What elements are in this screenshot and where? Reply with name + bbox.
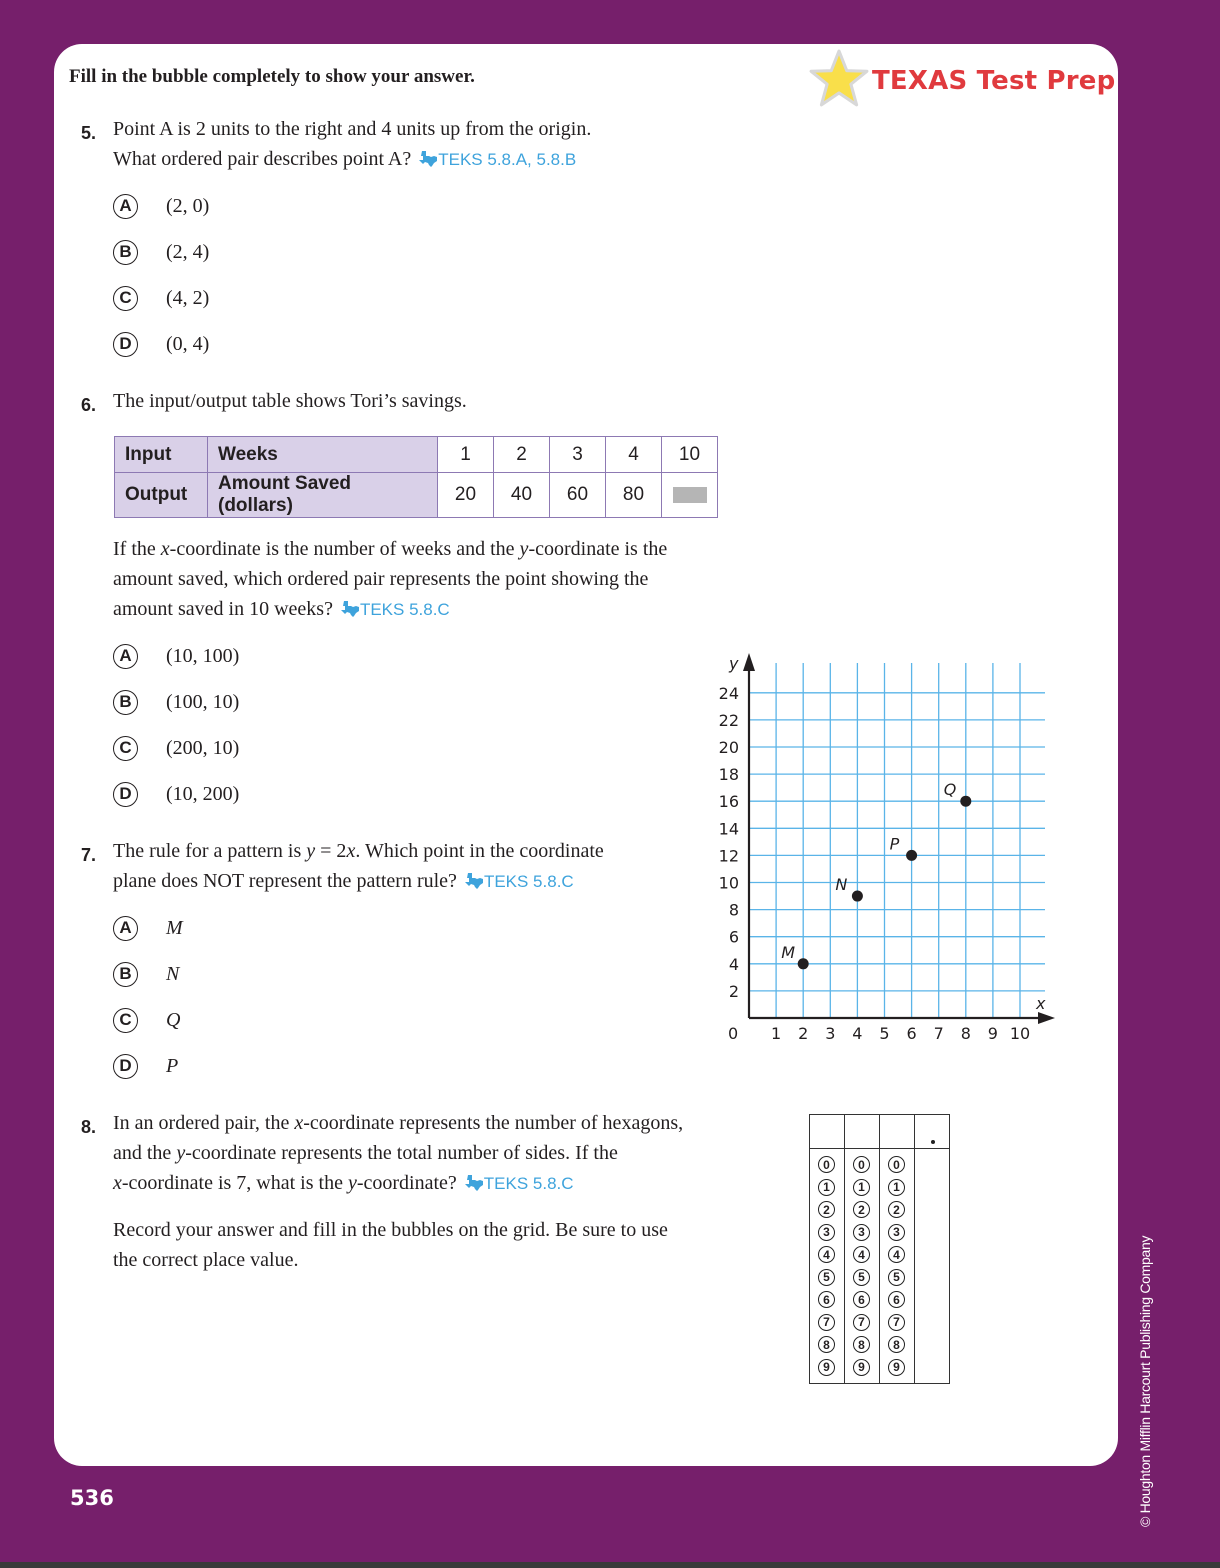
digit-bubble[interactable]: 1 — [818, 1179, 835, 1196]
table-cell: 4 — [606, 437, 662, 473]
y-axis-arrow-icon — [743, 653, 755, 671]
digit-bubble[interactable]: 3 — [818, 1224, 835, 1241]
answer-bubble[interactable]: D — [113, 332, 138, 357]
choice-text: (0, 4) — [166, 332, 210, 355]
q7-choice-c[interactable] — [113, 1006, 180, 1034]
svg-text:Q: Q — [943, 780, 957, 800]
digit-bubble[interactable]: 3 — [853, 1224, 870, 1241]
choice-text: (2, 0) — [166, 194, 210, 217]
svg-text:x: x — [1036, 994, 1046, 1013]
svg-text:N: N — [835, 875, 848, 895]
digit-bubble[interactable]: 7 — [818, 1314, 835, 1331]
digit-bubble[interactable]: 4 — [853, 1246, 870, 1263]
texas-icon — [463, 872, 484, 891]
svg-text:3: 3 — [825, 1024, 836, 1043]
q6-choice-c[interactable] — [113, 734, 239, 762]
svg-text:4: 4 — [728, 954, 739, 974]
svg-text:M: M — [781, 942, 796, 962]
data-point — [960, 796, 971, 807]
answer-bubble[interactable]: D — [113, 782, 138, 807]
table-cell: 10 — [662, 437, 718, 473]
texas-test-prep-logo — [808, 48, 1115, 114]
teks-reference: TEKS 5.8.C — [463, 872, 574, 891]
digit-bubble[interactable]: 2 — [888, 1201, 905, 1218]
teks-reference: TEKS 5.8.C — [339, 600, 450, 619]
svg-text:12: 12 — [718, 846, 739, 866]
digit-bubble[interactable]: 3 — [888, 1224, 905, 1241]
answer-bubble[interactable]: A — [113, 916, 138, 941]
digit-bubble[interactable]: 9 — [818, 1359, 835, 1376]
choice-text: Q — [166, 1008, 181, 1031]
svg-text:5: 5 — [879, 1024, 890, 1043]
svg-text:10: 10 — [1009, 1024, 1031, 1043]
choice-text: N — [166, 962, 180, 985]
digit-bubble[interactable]: 4 — [888, 1246, 905, 1263]
answer-bubble[interactable]: B — [113, 962, 138, 987]
svg-text:4: 4 — [852, 1024, 863, 1043]
bottom-edge — [0, 1562, 1220, 1568]
digit-bubble[interactable]: 2 — [853, 1201, 870, 1218]
texas-icon — [417, 150, 438, 169]
q6-choice-a[interactable] — [113, 642, 239, 670]
question-number: 7. — [81, 845, 97, 865]
svg-text:9: 9 — [987, 1024, 998, 1043]
digit-bubble[interactable]: 0 — [888, 1156, 905, 1173]
answer-bubble[interactable]: C — [113, 1008, 138, 1033]
svg-text:6: 6 — [906, 1024, 917, 1043]
instructions-heading: Fill in the bubble completely to show your answer. — [69, 66, 475, 87]
choice-text: (4, 2) — [166, 286, 210, 309]
digit-bubble[interactable]: 4 — [818, 1246, 835, 1263]
answer-bubble[interactable]: C — [113, 286, 138, 311]
answer-bubble[interactable]: B — [113, 240, 138, 265]
digit-bubble[interactable]: 6 — [818, 1291, 835, 1308]
svg-text:2: 2 — [728, 981, 739, 1001]
svg-text:8: 8 — [960, 1024, 971, 1043]
svg-text:6: 6 — [728, 927, 739, 947]
choice-text: (10, 100) — [166, 644, 240, 667]
digit-bubble[interactable]: 1 — [853, 1179, 870, 1196]
svg-text:16: 16 — [718, 792, 739, 812]
choice-text: P — [166, 1054, 179, 1077]
page-number: 536 — [70, 1486, 114, 1510]
coordinate-plane-graphic — [700, 645, 1060, 1055]
q5-choice-a[interactable] — [113, 192, 209, 220]
teks-reference: TEKS 5.8.C — [463, 1174, 574, 1193]
row-label: Output — [115, 473, 208, 518]
table-row-output — [115, 473, 718, 518]
digit-bubble[interactable]: 9 — [888, 1359, 905, 1376]
table-cell: 1 — [438, 437, 494, 473]
brand-title: TEXAS Test Prep — [872, 66, 1116, 96]
q5-choice-b[interactable] — [113, 238, 209, 266]
digit-bubble[interactable]: 2 — [818, 1201, 835, 1218]
table-cell-unknown — [662, 473, 718, 518]
q6-choice-d[interactable] — [113, 780, 239, 808]
table-cell: 2 — [494, 437, 550, 473]
answer-bubble[interactable]: B — [113, 690, 138, 715]
digit-bubble[interactable]: 8 — [853, 1336, 870, 1353]
unknown-value-box — [673, 487, 707, 503]
digit-bubble[interactable]: 0 — [853, 1156, 870, 1173]
svg-text:2: 2 — [798, 1024, 809, 1043]
question-text-line: The input/output table shows Tori’s savings. — [113, 390, 467, 412]
row-label: Input — [115, 437, 208, 473]
choice-text: (2, 4) — [166, 240, 210, 263]
table-cell: 80 — [606, 473, 662, 518]
digit-bubble[interactable]: 7 — [853, 1314, 870, 1331]
teks-reference: TEKS 5.8.A, 5.8.B — [417, 150, 576, 169]
digit-bubble[interactable]: 1 — [888, 1179, 905, 1196]
data-point — [906, 850, 917, 861]
table-row-input — [115, 437, 718, 473]
digit-bubble[interactable]: 5 — [853, 1269, 870, 1286]
record-instructions-line: the correct place value. — [113, 1249, 299, 1271]
digit-bubble[interactable]: 9 — [853, 1359, 870, 1376]
data-point — [798, 958, 809, 969]
input-output-table — [114, 436, 718, 518]
q7-choice-b[interactable] — [113, 960, 179, 988]
data-point — [852, 891, 863, 902]
svg-text:22: 22 — [718, 710, 739, 730]
q5-choice-c[interactable] — [113, 284, 209, 312]
digit-bubble[interactable]: 8 — [888, 1336, 905, 1353]
svg-text:1: 1 — [771, 1024, 782, 1043]
answer-bubble[interactable]: A — [113, 644, 138, 669]
table-cell: 20 — [438, 473, 494, 518]
question-6-prompt: If the x-coordinate is the number of weeks and the y-coordinate is the amount saved, which ordered pair represents the point showing the amount saved in 10 weeks? TEKS 5.8.C — [113, 538, 668, 620]
table-cell: 3 — [550, 437, 606, 473]
row-name: Weeks — [208, 437, 438, 473]
question-number: 5. — [81, 123, 97, 143]
svg-text:18: 18 — [718, 765, 739, 785]
record-instructions-line: Record your answer and fill in the bubbles on the grid. Be sure to use — [113, 1219, 668, 1241]
svg-text:8: 8 — [728, 900, 739, 920]
svg-text:24: 24 — [718, 683, 739, 703]
digit-bubble[interactable]: 6 — [888, 1291, 905, 1308]
digit-bubble[interactable]: 5 — [818, 1269, 835, 1286]
answer-grid — [809, 1114, 950, 1384]
svg-text:y: y — [729, 654, 739, 673]
question-number: 6. — [81, 395, 97, 415]
svg-text:0: 0 — [728, 1024, 739, 1043]
question-text-line: Point A is 2 units to the right and 4 units up from the origin. — [113, 118, 592, 140]
digit-bubble[interactable]: 5 — [888, 1269, 905, 1286]
choice-text: (10, 200) — [166, 782, 240, 805]
coordinate-plane — [700, 645, 1060, 1055]
svg-text:7: 7 — [933, 1024, 944, 1043]
copyright-notice: © Houghton Mifflin Harcourt Publishing Company — [1137, 1235, 1153, 1527]
table-cell: 40 — [494, 473, 550, 518]
table-cell: 60 — [550, 473, 606, 518]
digit-bubble[interactable]: 7 — [888, 1314, 905, 1331]
answer-bubble[interactable]: A — [113, 194, 138, 219]
choice-text: M — [166, 916, 183, 939]
svg-text:14: 14 — [718, 819, 739, 839]
q5-choice-d[interactable] — [113, 330, 209, 358]
row-name: Amount Saved (dollars) — [208, 473, 438, 518]
question-number: 8. — [81, 1117, 97, 1137]
digit-bubble[interactable]: 8 — [818, 1336, 835, 1353]
x-axis-arrow-icon — [1038, 1012, 1055, 1024]
digit-bubble[interactable]: 6 — [853, 1291, 870, 1308]
answer-bubble[interactable]: C — [113, 736, 138, 761]
question-text-line: What ordered pair describes point A? — [113, 148, 412, 170]
q7-choice-a[interactable] — [113, 914, 183, 942]
svg-text:10: 10 — [718, 873, 739, 893]
digit-bubble[interactable]: 0 — [818, 1156, 835, 1173]
choice-text: (100, 10) — [166, 690, 240, 713]
q7-choice-d[interactable] — [113, 1052, 178, 1080]
texas-icon — [463, 1174, 484, 1193]
q6-choice-b[interactable] — [113, 688, 239, 716]
texas-icon — [339, 600, 360, 619]
svg-text:20: 20 — [718, 738, 739, 757]
svg-text:P: P — [889, 834, 900, 854]
decimal-point — [931, 1140, 935, 1144]
answer-bubble[interactable]: D — [113, 1054, 138, 1079]
choice-text: (200, 10) — [166, 736, 240, 759]
star-icon — [808, 48, 870, 114]
